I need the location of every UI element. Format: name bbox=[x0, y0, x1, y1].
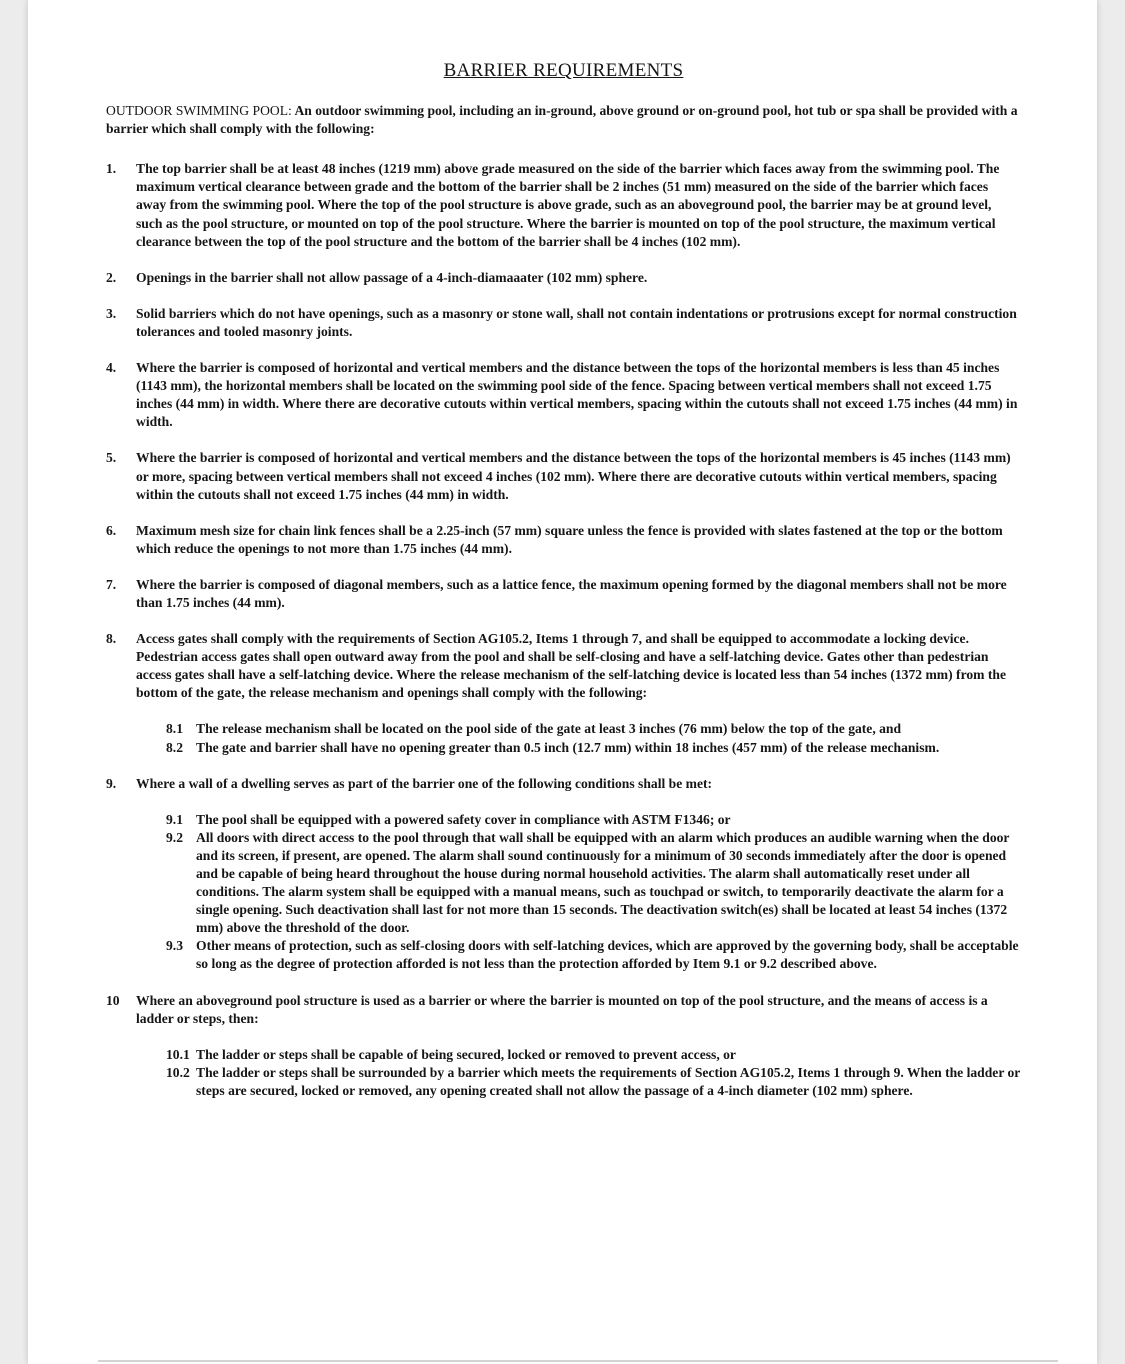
page-bottom-rule bbox=[98, 1360, 1058, 1362]
item-number: 1. bbox=[106, 161, 117, 177]
document-title: BARRIER REQUIREMENTS bbox=[443, 60, 684, 81]
item-number: 5. bbox=[106, 450, 117, 466]
sub-item bbox=[166, 937, 1021, 973]
item-text: Where the barrier is composed of diagonal members, such as a lattice fence, the maximum opening formed by the diagonal members shall not be more than 1.75 inches (44 mm). bbox=[136, 576, 1007, 610]
requirement-item bbox=[106, 522, 1021, 558]
requirement-item bbox=[106, 576, 1021, 612]
item-number: 9. bbox=[106, 775, 117, 791]
intro-lead: OUTDOOR SWIMMING POOL: bbox=[106, 103, 292, 119]
requirement-item bbox=[106, 992, 1021, 1100]
sub-item-text: The release mechanism shall be located on the pool side of the gate at least 3 inches (76 mm) below the top of the gate, and bbox=[196, 721, 902, 737]
item-number: 7. bbox=[106, 576, 117, 592]
sub-item-list bbox=[136, 1046, 1021, 1100]
item-text: Where the barrier is composed of horizontal and vertical members and the distance between the tops of the horizontal members is 45 inches (1143 mm) or more, spacing between vertical members shall not exceed 4 inches (102 mm). Where there are decorative cutouts within vertical members, spacing within the cutouts shall not exceed 1.75 inches (44 mm) in width. bbox=[136, 450, 1011, 502]
sub-item-list bbox=[136, 720, 1021, 756]
sub-item bbox=[166, 739, 1021, 757]
sub-item bbox=[166, 720, 1021, 738]
sub-item-number: 9.1 bbox=[166, 811, 183, 827]
item-number: 4. bbox=[106, 360, 117, 376]
document-page bbox=[28, 0, 1097, 1364]
intro-paragraph bbox=[106, 102, 1021, 138]
item-number: 10 bbox=[106, 992, 120, 1008]
item-text: Maximum mesh size for chain link fences shall be a 2.25-inch (57 mm) square unless the fence is provided with slates fastened at the top or the bottom which reduce the openings to not more than 1.75 inches (44 mm). bbox=[136, 522, 1003, 556]
sub-item-text: The gate and barrier shall have no opening greater than 0.5 inch (12.7 mm) within 18 inches (457 mm) of the release mechanism. bbox=[196, 739, 940, 755]
sub-item-text: The ladder or steps shall be surrounded by a barrier which meets the requirements of Section AG105.2, Items 1 through 9. When the ladder or steps are secured, locked or removed, any opening created shall not allow the passage of a 4-inch diameter (102 mm) sphere. bbox=[196, 1064, 1021, 1098]
sub-item-text: The pool shall be equipped with a powered safety cover in compliance with ASTM F1346; or bbox=[196, 811, 731, 827]
sub-item-text: All doors with direct access to the pool through that wall shall be equipped with an alarm which produces an audible warning when the door and its screen, if present, are opened. The alarm shall sound continuously for a minimum of 30 seconds immediately after the door is opened and be capable of being heard throughout the house during normal household activities. The alarm shall automatically reset under all conditions. The alarm system shall be equipped with a manual means, such as touchpad or switch, to temporarily deactivate the alarm for a single opening. Such deactivation shall last for not more than 15 seconds. The deactivation switch(es) shall be located at least 54 inches (1372 mm) above the threshold of the door. bbox=[196, 829, 1010, 936]
sub-item-number: 9.3 bbox=[166, 938, 183, 954]
requirement-item bbox=[106, 269, 1021, 287]
sub-item-number: 8.1 bbox=[166, 721, 183, 737]
sub-item-number: 10.2 bbox=[166, 1064, 190, 1080]
intro-text: An outdoor swimming pool, including an in-ground, above ground or on-ground pool, hot tub or spa shall be provided with a barrier which shall comply with the following: bbox=[106, 103, 1018, 137]
requirement-item bbox=[106, 630, 1021, 757]
sub-item-number: 10.1 bbox=[166, 1046, 190, 1062]
sub-item-list bbox=[136, 811, 1021, 974]
requirement-item bbox=[106, 359, 1021, 431]
item-number: 2. bbox=[106, 269, 117, 285]
item-text: Where the barrier is composed of horizontal and vertical members and the distance between the tops of the horizontal members is less than 45 inches (1143 mm), the horizontal members shall be located on the swimming pool side of the fence. Spacing between vertical members shall not exceed 1.75 inches (44 mm) in width. Where there are decorative cutouts within vertical members, spacing within the cutouts shall not exceed 1.75 inches (44 mm) in width. bbox=[136, 360, 1018, 430]
sub-item bbox=[166, 1046, 1021, 1064]
sub-item-number: 8.2 bbox=[166, 739, 183, 755]
item-number: 6. bbox=[106, 522, 117, 538]
item-text: Solid barriers which do not have openings, such as a masonry or stone wall, shall not contain indentations or protrusions except for normal construction tolerances and tooled masonry joints. bbox=[136, 305, 1017, 339]
sub-item-text: The ladder or steps shall be capable of being secured, locked or removed to prevent access, or bbox=[196, 1046, 736, 1062]
document-body bbox=[106, 62, 1021, 1118]
requirement-item bbox=[106, 160, 1021, 250]
item-text: Where an aboveground pool structure is used as a barrier or where the barrier is mounted on top of the pool structure, and the means of access is a ladder or steps, then: bbox=[136, 992, 988, 1026]
requirement-item bbox=[106, 449, 1021, 503]
item-number: 8. bbox=[106, 631, 117, 647]
requirements-list bbox=[106, 160, 1021, 1100]
sub-item bbox=[166, 829, 1021, 938]
item-text: The top barrier shall be at least 48 inches (1219 mm) above grade measured on the side of the barrier which faces away from the swimming pool. The maximum vertical clearance between grade and the bottom of the barrier shall be 2 inches (51 mm) measured on the side of the barrier which faces away from the swimming pool. Where the top of the pool structure is above grade, such as an aboveground pool, the barrier may be at ground level, such as the pool structure, or mounted on top of the pool structure. Where the barrier is mounted on top of the pool structure, the maximum vertical clearance between the top of the pool structure and the bottom of the barrier shall be 4 inches (102 mm). bbox=[136, 161, 1000, 249]
sub-item bbox=[166, 811, 1021, 829]
requirement-item bbox=[106, 775, 1021, 974]
sub-item-number: 9.2 bbox=[166, 829, 183, 845]
item-text: Where a wall of a dwelling serves as part of the barrier one of the following conditions shall be met: bbox=[136, 775, 713, 791]
item-number: 3. bbox=[106, 305, 117, 321]
requirement-item bbox=[106, 305, 1021, 341]
item-text: Access gates shall comply with the requirements of Section AG105.2, Items 1 through 7, and shall be equipped to accommodate a locking device. Pedestrian access gates shall open outward away from the pool and shall be self-closing and have a self-latching device. Gates other than pedestrian access gates shall have a self-latching device. Where the release mechanism of the self-latching device is located less than 54 inches (1372 mm) from the bottom of the gate, the release mechanism and openings shall comply with the following: bbox=[136, 631, 1006, 701]
sub-item-text: Other means of protection, such as self-closing doors with self-latching devices, which are approved by the governing body, shall be acceptable so long as the degree of protection afforded is not less than the protection afforded by Item 9.1 or 9.2 described above. bbox=[196, 938, 1019, 972]
sub-item bbox=[166, 1064, 1021, 1100]
item-text: Openings in the barrier shall not allow passage of a 4-inch-diamaaater (102 mm) sphere. bbox=[136, 269, 648, 285]
